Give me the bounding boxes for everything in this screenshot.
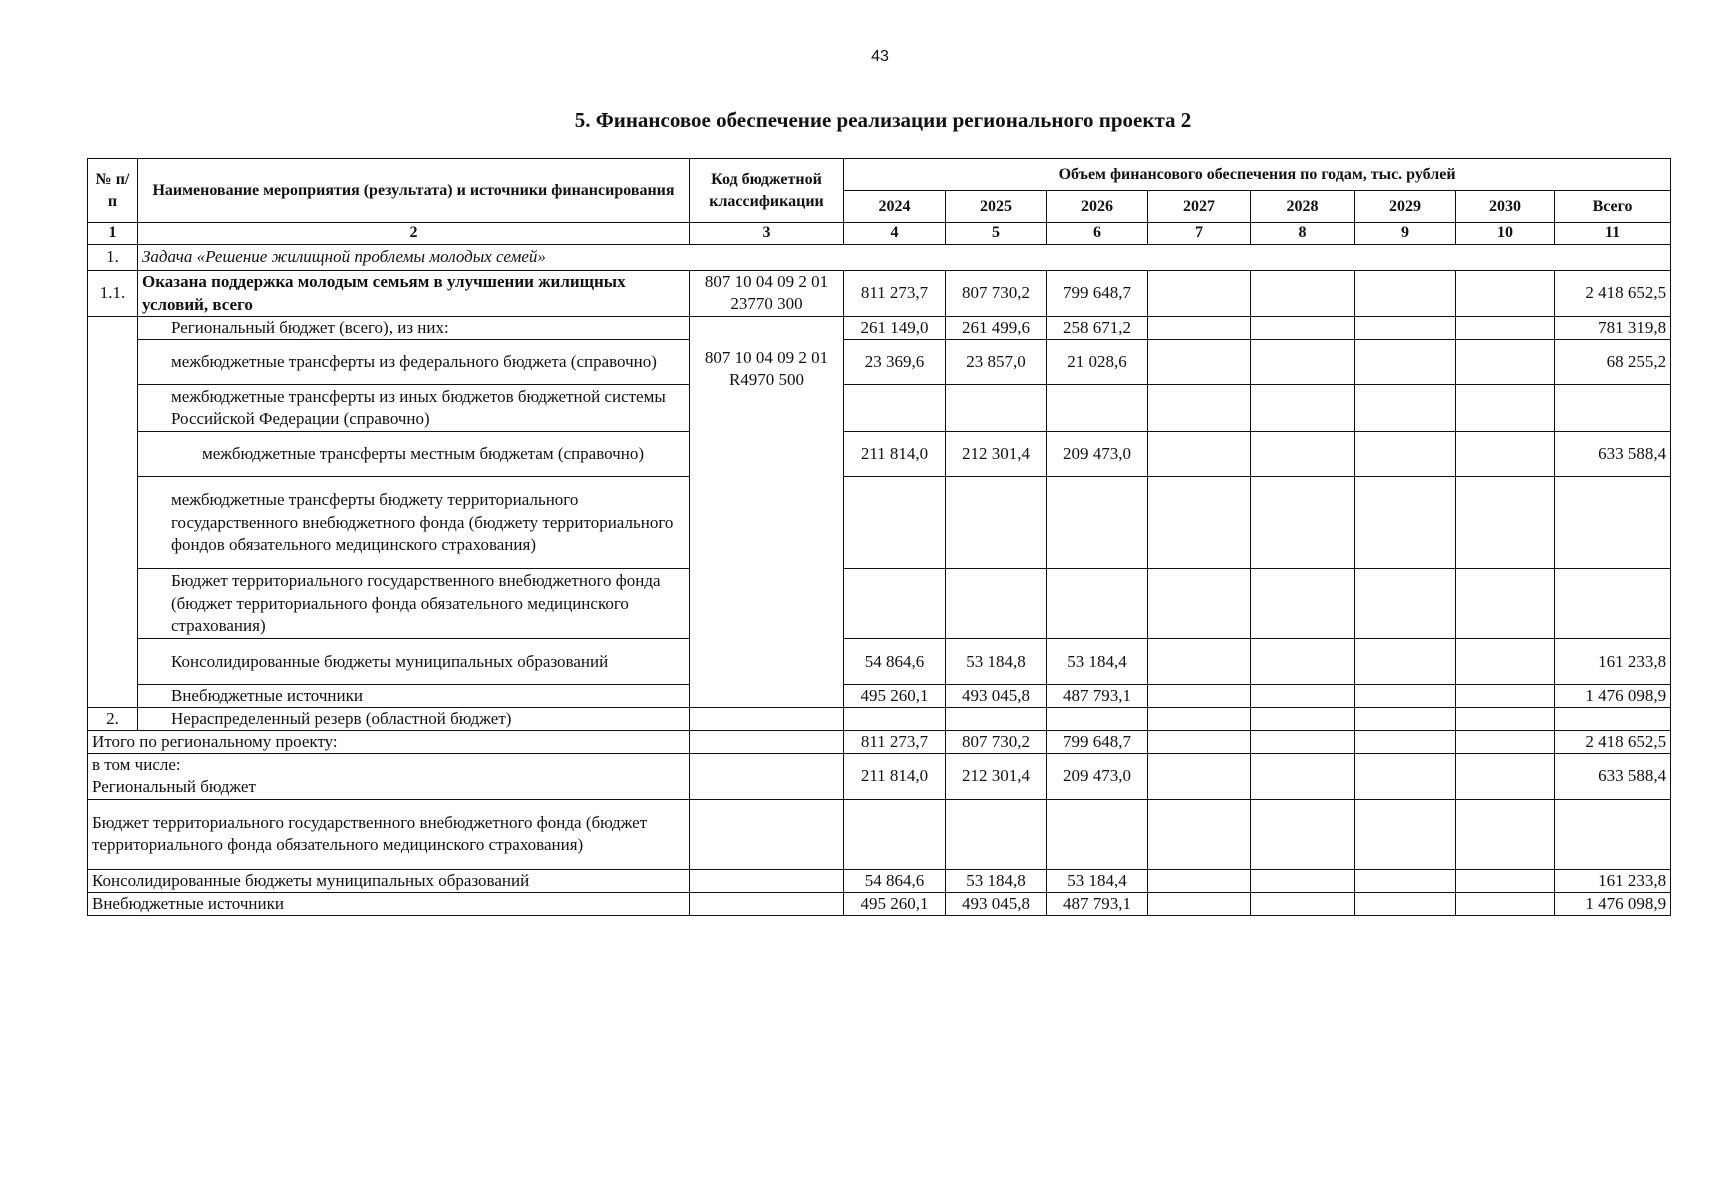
total-cell: 1 476 098,9 xyxy=(1555,685,1671,708)
header-name: Наименование мероприятия (результата) и источники финансирования xyxy=(138,159,690,223)
reserve-num: 2. xyxy=(88,708,138,731)
value-cell: 54 864,6 xyxy=(844,869,946,892)
value-cell xyxy=(1251,477,1355,569)
header-num: № п/п xyxy=(88,159,138,223)
value-cell: 807 730,2 xyxy=(946,731,1047,754)
value-cell xyxy=(1456,340,1555,385)
header-year: 2024 xyxy=(844,191,946,223)
value-cell xyxy=(1456,317,1555,340)
header-total: Всего xyxy=(1555,191,1671,223)
value-cell xyxy=(1456,432,1555,477)
value-cell xyxy=(844,385,946,432)
budget-code xyxy=(690,799,844,869)
value-cell xyxy=(1355,892,1456,915)
value-cell: 23 857,0 xyxy=(946,340,1047,385)
value-cell xyxy=(1355,477,1456,569)
total-cell xyxy=(1555,477,1671,569)
value-cell xyxy=(1047,569,1148,639)
value-cell: 53 184,8 xyxy=(946,869,1047,892)
total-row xyxy=(88,869,1671,892)
value-cell xyxy=(1148,477,1251,569)
value-cell: 261 149,0 xyxy=(844,317,946,340)
header-year: 2026 xyxy=(1047,191,1148,223)
value-cell: 53 184,8 xyxy=(946,639,1047,685)
value-cell: 811 273,7 xyxy=(844,731,946,754)
column-number: 7 xyxy=(1148,223,1251,245)
column-number: 11 xyxy=(1555,223,1671,245)
value-cell xyxy=(1355,271,1456,317)
value-cell xyxy=(1251,385,1355,432)
value-cell: 258 671,2 xyxy=(1047,317,1148,340)
value-cell: 211 814,0 xyxy=(844,754,946,799)
budget-code xyxy=(690,869,844,892)
num-blank-cell xyxy=(88,317,138,708)
total-row xyxy=(88,892,1671,915)
value-cell: 807 730,2 xyxy=(946,271,1047,317)
value-cell xyxy=(1148,799,1251,869)
value-cell xyxy=(1148,892,1251,915)
total-cell: 68 255,2 xyxy=(1555,340,1671,385)
total-row xyxy=(88,799,1671,869)
value-cell xyxy=(844,569,946,639)
value-cell xyxy=(1456,271,1555,317)
value-cell xyxy=(1148,754,1251,799)
value-cell xyxy=(1355,385,1456,432)
total-cell xyxy=(1555,708,1671,731)
source-row xyxy=(88,477,1671,569)
header-volume: Объем финансового обеспечения по годам, тыс. рублей xyxy=(844,159,1671,191)
value-cell xyxy=(1148,685,1251,708)
value-cell: 54 864,6 xyxy=(844,639,946,685)
task-row xyxy=(88,245,1671,271)
total-cell: 161 233,8 xyxy=(1555,639,1671,685)
source-name: Региональный бюджет (всего), из них: xyxy=(138,317,690,340)
value-cell xyxy=(1251,754,1355,799)
value-cell xyxy=(1251,639,1355,685)
column-number: 4 xyxy=(844,223,946,245)
reserve-row xyxy=(88,708,1671,731)
value-cell xyxy=(1251,340,1355,385)
value-cell xyxy=(1148,271,1251,317)
value-cell: 23 369,6 xyxy=(844,340,946,385)
budget-code xyxy=(690,731,844,754)
total-name: Итого по региональному проекту: xyxy=(88,731,690,754)
item-num: 1.1. xyxy=(88,271,138,317)
value-cell: 495 260,1 xyxy=(844,685,946,708)
total-cell xyxy=(1555,385,1671,432)
budget-code xyxy=(690,892,844,915)
section-title: 5. Финансовое обеспечение реализации регионального проекта 2 xyxy=(574,108,1192,132)
value-cell xyxy=(946,708,1047,731)
value-cell xyxy=(1148,432,1251,477)
value-cell xyxy=(1456,731,1555,754)
value-cell: 495 260,1 xyxy=(844,892,946,915)
value-cell xyxy=(1148,385,1251,432)
header-year: 2029 xyxy=(1355,191,1456,223)
column-number: 5 xyxy=(946,223,1047,245)
value-cell xyxy=(1148,708,1251,731)
value-cell xyxy=(1251,432,1355,477)
value-cell xyxy=(1355,569,1456,639)
column-number: 9 xyxy=(1355,223,1456,245)
value-cell xyxy=(1251,892,1355,915)
total-cell: 1 476 098,9 xyxy=(1555,892,1671,915)
value-cell xyxy=(1355,685,1456,708)
value-cell xyxy=(1148,569,1251,639)
source-row xyxy=(88,639,1671,685)
value-cell xyxy=(1355,869,1456,892)
source-name: межбюджетные трансферты из федерального бюджета (справочно) xyxy=(138,340,690,385)
total-name: Консолидированные бюджеты муниципальных образований xyxy=(88,869,690,892)
budget-code xyxy=(690,708,844,731)
total-name xyxy=(88,754,690,799)
value-cell: 209 473,0 xyxy=(1047,754,1148,799)
total-cell: 633 588,4 xyxy=(1555,432,1671,477)
value-cell: 493 045,8 xyxy=(946,685,1047,708)
page-number: 43 xyxy=(871,48,889,65)
value-cell xyxy=(1251,569,1355,639)
task-num: 1. xyxy=(88,245,138,271)
value-cell xyxy=(946,477,1047,569)
header-year: 2025 xyxy=(946,191,1047,223)
value-cell xyxy=(1456,869,1555,892)
value-cell xyxy=(1148,639,1251,685)
value-cell xyxy=(1456,799,1555,869)
value-cell xyxy=(1251,271,1355,317)
source-row xyxy=(88,385,1671,432)
value-cell xyxy=(1251,317,1355,340)
total-cell: 2 418 652,5 xyxy=(1555,271,1671,317)
value-cell xyxy=(1047,385,1148,432)
total-cell: 161 233,8 xyxy=(1555,869,1671,892)
value-cell xyxy=(844,708,946,731)
value-cell: 811 273,7 xyxy=(844,271,946,317)
value-cell xyxy=(1456,385,1555,432)
total-name: Бюджет территориального государственного внебюджетного фонда (бюджет территориального фонда обязательного медицинского страхования) xyxy=(88,799,690,869)
column-number: 6 xyxy=(1047,223,1148,245)
total-name: Внебюджетные источники xyxy=(88,892,690,915)
source-name: межбюджетные трансферты бюджету территориального государственного внебюджетного фонда (бюджету территориального фондов обязательного медицинского страхования) xyxy=(138,477,690,569)
task-text: Задача «Решение жилищной проблемы молодых семей» xyxy=(138,245,1671,271)
reserve-name: Нераспределенный резерв (областной бюджет) xyxy=(138,708,690,731)
value-cell xyxy=(1456,754,1555,799)
value-cell: 211 814,0 xyxy=(844,432,946,477)
value-cell xyxy=(1047,708,1148,731)
value-cell: 53 184,4 xyxy=(1047,869,1148,892)
value-cell xyxy=(1355,754,1456,799)
financing-table xyxy=(87,158,1671,916)
total-row xyxy=(88,754,1671,799)
including-label: в том числе: xyxy=(92,755,181,775)
header-year: 2028 xyxy=(1251,191,1355,223)
value-cell xyxy=(1456,685,1555,708)
value-cell xyxy=(1251,731,1355,754)
value-cell: 799 648,7 xyxy=(1047,731,1148,754)
value-cell xyxy=(1456,569,1555,639)
total-cell xyxy=(1555,799,1671,869)
value-cell: 487 793,1 xyxy=(1047,685,1148,708)
value-cell: 209 473,0 xyxy=(1047,432,1148,477)
total-cell: 2 418 652,5 xyxy=(1555,731,1671,754)
total-cell: 781 319,8 xyxy=(1555,317,1671,340)
header-code: Код бюджетной классификации xyxy=(690,159,844,223)
source-name: межбюджетные трансферты местным бюджетам (справочно) xyxy=(138,432,690,477)
value-cell xyxy=(1355,799,1456,869)
column-number: 2 xyxy=(138,223,690,245)
value-cell xyxy=(1251,708,1355,731)
value-cell xyxy=(1355,731,1456,754)
item-row xyxy=(88,271,1671,317)
budget-code-text: 807 10 04 09 2 01 R4970 500 xyxy=(704,348,829,390)
value-cell xyxy=(1047,799,1148,869)
value-cell: 261 499,6 xyxy=(946,317,1047,340)
value-cell xyxy=(1355,432,1456,477)
value-cell xyxy=(1456,639,1555,685)
budget-code xyxy=(690,317,844,708)
total-cell: 633 588,4 xyxy=(1555,754,1671,799)
value-cell: 487 793,1 xyxy=(1047,892,1148,915)
source-name: Консолидированные бюджеты муниципальных образований xyxy=(138,639,690,685)
column-number-row xyxy=(88,223,1671,245)
column-number: 10 xyxy=(1456,223,1555,245)
value-cell xyxy=(1251,799,1355,869)
value-cell xyxy=(946,385,1047,432)
source-row xyxy=(88,317,1671,340)
value-cell: 212 301,4 xyxy=(946,432,1047,477)
value-cell xyxy=(1251,869,1355,892)
header-year: 2027 xyxy=(1148,191,1251,223)
value-cell xyxy=(844,799,946,869)
value-cell xyxy=(1456,708,1555,731)
column-number: 1 xyxy=(88,223,138,245)
source-name: Бюджет территориального государственного внебюджетного фонда (бюджет территориального фонда обязательного медицинского страхования) xyxy=(138,569,690,639)
column-number: 8 xyxy=(1251,223,1355,245)
total-row xyxy=(88,731,1671,754)
value-cell: 53 184,4 xyxy=(1047,639,1148,685)
value-cell xyxy=(1148,340,1251,385)
value-cell xyxy=(844,477,946,569)
value-cell xyxy=(946,569,1047,639)
header-year: 2030 xyxy=(1456,191,1555,223)
budget-code: 807 10 04 09 2 01 23770 300 xyxy=(690,271,844,317)
value-cell xyxy=(1047,477,1148,569)
value-cell xyxy=(1355,639,1456,685)
value-cell: 799 648,7 xyxy=(1047,271,1148,317)
source-row xyxy=(88,340,1671,385)
source-row xyxy=(88,569,1671,639)
column-number: 3 xyxy=(690,223,844,245)
value-cell: 493 045,8 xyxy=(946,892,1047,915)
value-cell xyxy=(1456,477,1555,569)
source-row xyxy=(88,685,1671,708)
item-name: Оказана поддержка молодым семьям в улучшении жилищных условий, всего xyxy=(138,271,690,317)
source-name: межбюджетные трансферты из иных бюджетов бюджетной системы Российской Федерации (справочно) xyxy=(138,385,690,432)
value-cell: 212 301,4 xyxy=(946,754,1047,799)
value-cell xyxy=(1355,340,1456,385)
source-row xyxy=(88,432,1671,477)
value-cell xyxy=(1355,317,1456,340)
source-name: Внебюджетные источники xyxy=(138,685,690,708)
value-cell xyxy=(1148,731,1251,754)
value-cell xyxy=(1456,892,1555,915)
value-cell: 21 028,6 xyxy=(1047,340,1148,385)
total-cell xyxy=(1555,569,1671,639)
value-cell xyxy=(1148,317,1251,340)
value-cell xyxy=(1251,685,1355,708)
budget-code xyxy=(690,754,844,799)
value-cell xyxy=(1148,869,1251,892)
regional-budget-label: Региональный бюджет xyxy=(92,777,256,797)
value-cell xyxy=(1355,708,1456,731)
value-cell xyxy=(946,799,1047,869)
